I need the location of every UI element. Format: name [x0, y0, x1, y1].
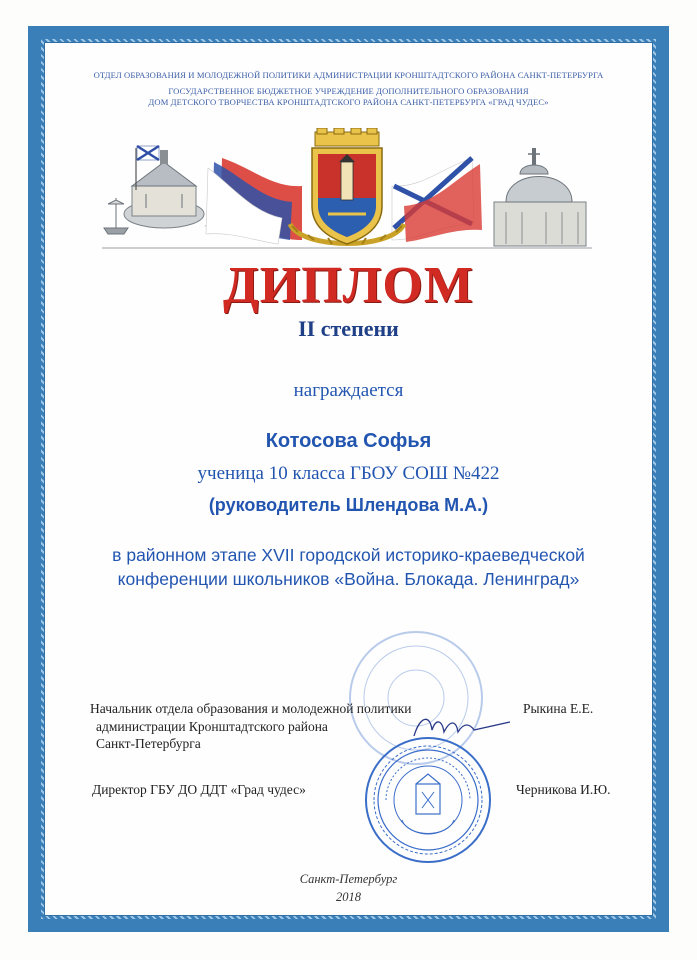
- event-line-1: в районном этапе XVII городской историко-краеведческой: [112, 545, 585, 565]
- cathedral-icon: [494, 148, 586, 246]
- recipient-name: Котосова Софья: [265, 430, 432, 452]
- supervisor-info: (руководитель Шлендова М.А.): [208, 495, 489, 515]
- signatory-1-title-line-2: администрации Кронштадтского района: [96, 719, 328, 734]
- coat-of-arms-icon: [312, 128, 382, 244]
- signatory-1-title-line-1: Начальник отдела образования и молодежной политики: [90, 701, 412, 716]
- signatory-2-name: Черникова И.Ю.: [516, 782, 611, 797]
- place-city: Санкт-Петербург: [299, 872, 398, 886]
- flag-group-right: [392, 158, 482, 242]
- round-seal-icon: [362, 734, 494, 866]
- diploma-degree: II степени: [298, 316, 399, 341]
- place-year: 2018: [336, 890, 361, 904]
- signatory-2-title: Директор ГБУ ДО ДДТ «Град чудес»: [92, 782, 306, 797]
- header-institution: ГОСУДАРСТВЕННОЕ БЮДЖЕТНОЕ УЧРЕЖДЕНИЕ ДОПОЛНИТЕЛЬНОГО ОБРАЗОВАНИЯ: [168, 86, 529, 96]
- flag-group-left: [206, 158, 302, 244]
- signatory-1-title-line-3: Санкт-Петербурга: [96, 736, 201, 751]
- signatory-1-name: Рыкина Е.Е.: [523, 701, 594, 716]
- diploma-title: ДИПЛОМ: [223, 257, 474, 314]
- awarded-label: награждается: [293, 380, 404, 401]
- student-info: ученица 10 класса ГБОУ СОШ №422: [197, 463, 500, 484]
- header-house-of-creativity: ДОМ ДЕТСКОГО ТВОРЧЕСТВА КРОНШТАДТСКОГО РАЙОНА САНКТ-ПЕТЕРБУРГА «ГРАД ЧУДЕС»: [148, 97, 549, 107]
- header-department: ОТДЕЛ ОБРАЗОВАНИЯ И МОЛОДЕЖНОЙ ПОЛИТИКИ АДМИНИСТРАЦИИ КРОНШТАДТСКОГО РАЙОНА САНКТ-ПЕТЕРБУРГА: [93, 70, 604, 80]
- kronstadt-emblem-banner: [102, 128, 592, 256]
- event-line-2: конференции школьников «Война. Блокада. Ленинград»: [117, 569, 580, 589]
